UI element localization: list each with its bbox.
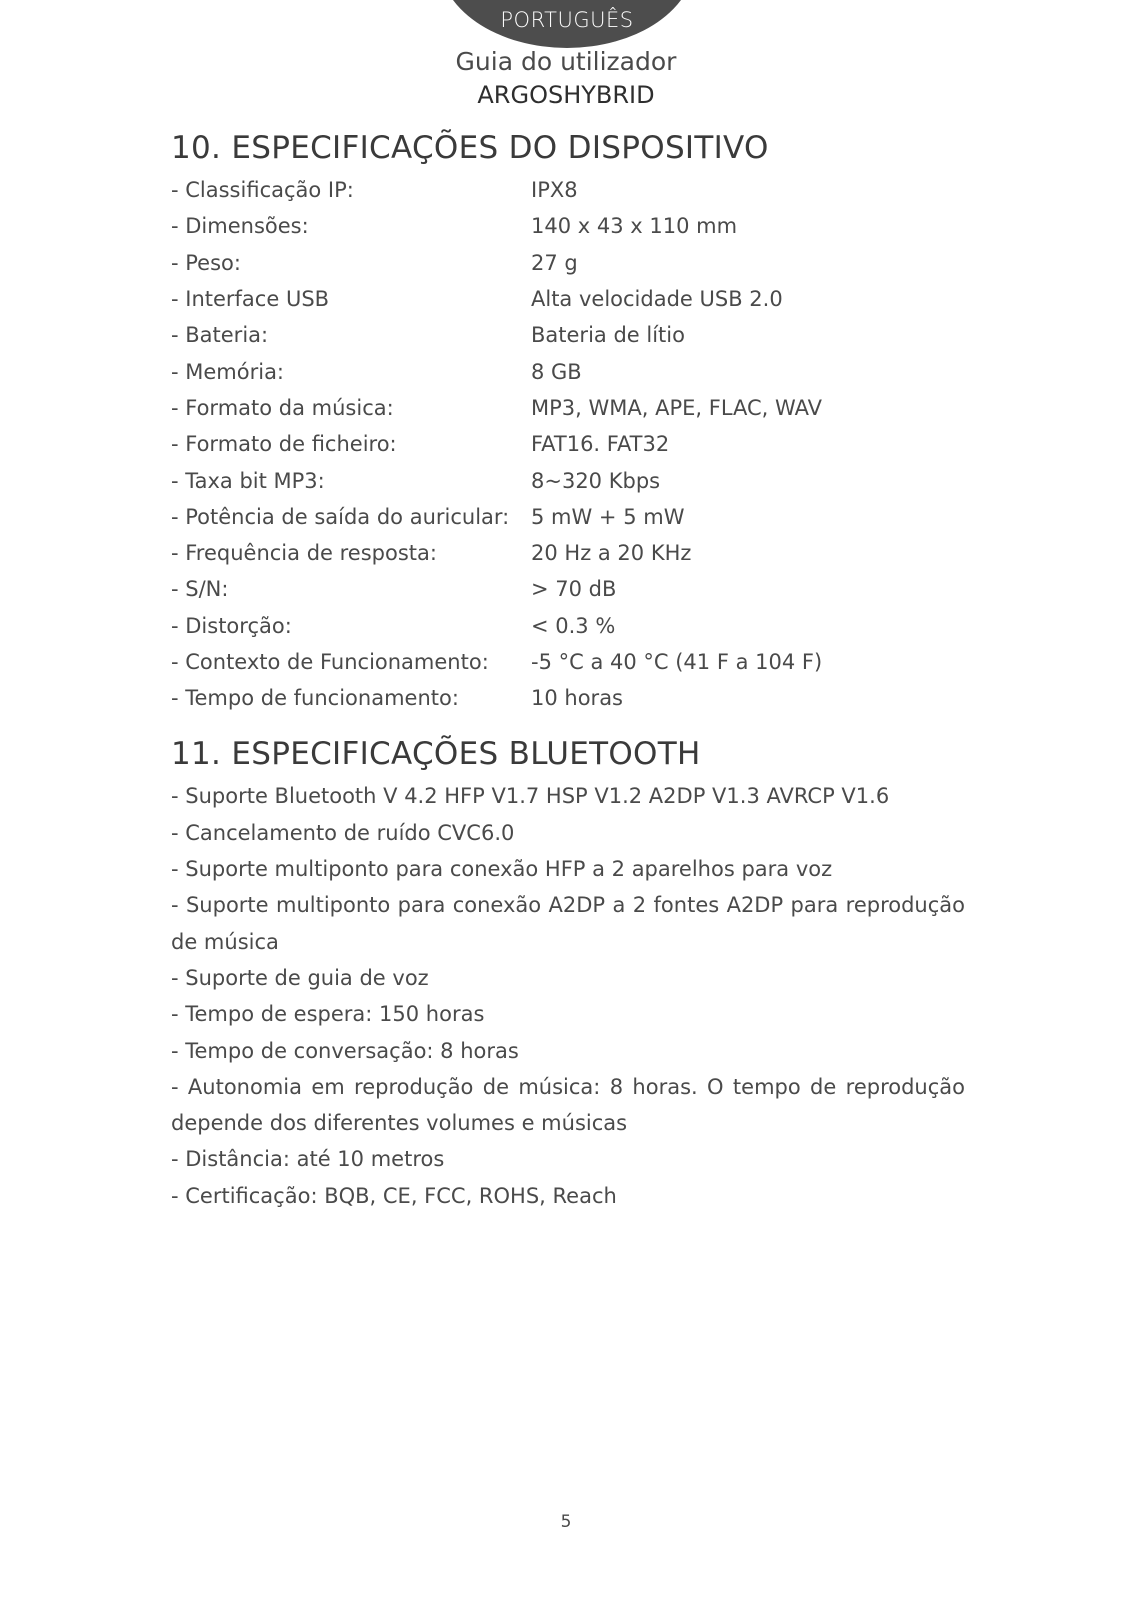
spec-label: - Formato de ficheiro: [171, 432, 397, 457]
list-item: - Distância: até 10 metros [171, 1147, 445, 1172]
spec-row [171, 390, 965, 426]
page-number: 5 [560, 1512, 572, 1532]
spec-value: < 0.3 % [531, 613, 616, 638]
spec-value: 8~320 Kbps [531, 468, 661, 493]
list-item: - Suporte multiponto para conexão A2DP a 2 fontes A2DP para reprodução de música [171, 893, 965, 954]
spec-value: IPX8 [531, 178, 578, 203]
page-content [171, 128, 965, 1214]
spec-label: - Taxa bit MP3: [171, 468, 325, 493]
spec-row [171, 317, 965, 353]
spec-value: 5 mW + 5 mW [531, 504, 685, 529]
list-item: - Suporte multiponto para conexão HFP a 2 aparelhos para voz [171, 857, 833, 882]
spec-row [171, 499, 965, 535]
spec-row [171, 245, 965, 281]
spec-label: - Frequência de resposta: [171, 541, 437, 566]
spec-value: FAT16. FAT32 [531, 432, 670, 457]
spec-value: MP3, WMA, APE, FLAC, WAV [531, 395, 823, 420]
spec-row [171, 644, 965, 680]
spec-value: -5 °C a 40 °C (41 F a 104 F) [531, 650, 823, 674]
device-specs-table [171, 172, 965, 716]
list-item: - Suporte Bluetooth V 4.2 HFP V1.7 HSP V1.2 A2DP V1.3 AVRCP V1.6 [171, 784, 890, 809]
spec-value: Alta velocidade USB 2.0 [531, 287, 783, 312]
spec-row [171, 353, 965, 389]
spec-value: 140 x 43 x 110 mm [531, 214, 738, 239]
list-item: - Tempo de espera: 150 horas [171, 1002, 485, 1027]
spec-row [171, 281, 965, 317]
spec-label: - S/N: [171, 577, 229, 602]
spec-row [171, 571, 965, 607]
spec-value: 8 GB [531, 359, 582, 384]
spec-row [171, 208, 965, 244]
spec-row [171, 426, 965, 462]
spec-label: - Formato da música: [171, 395, 394, 420]
list-item: - Autonomia em reprodução de música: 8 horas. O tempo de reprodução depende dos diferentes volumes e músicas [171, 1074, 965, 1136]
bluetooth-specs-heading: 11. ESPECIFICAÇÕES BLUETOOTH [171, 736, 701, 773]
spec-value: 20 Hz a 20 KHz [531, 541, 692, 566]
list-item: - Certificação: BQB, CE, FCC, ROHS, Reach [171, 1183, 617, 1208]
list-item: - Cancelamento de ruído CVC6.0 [171, 820, 515, 845]
device-specs-heading: 10. ESPECIFICAÇÕES DO DISPOSITIVO [171, 130, 769, 166]
spec-label: - Tempo de funcionamento: [171, 686, 459, 711]
spec-label: - Distorção: [171, 613, 292, 638]
spec-value: > 70 dB [531, 577, 617, 602]
spec-label: - Potência de saída do auricular: [171, 504, 510, 529]
spec-label: - Memória: [171, 359, 285, 384]
spec-row [171, 535, 965, 571]
spec-label: - Classificação IP: [171, 178, 354, 203]
spec-row [171, 680, 965, 716]
guide-title: Guia do utilizador [455, 47, 677, 76]
spec-row [171, 608, 965, 644]
list-item: - Suporte de guia de voz [171, 965, 429, 990]
product-name: ARGOSHYBRID [477, 81, 655, 109]
spec-row [171, 462, 965, 498]
language-tab [439, 0, 695, 48]
list-item: - Tempo de conversação: 8 horas [171, 1038, 519, 1063]
spec-value: Bateria de lítio [531, 323, 685, 348]
spec-label: - Interface USB [171, 287, 330, 312]
bluetooth-specs-list [171, 778, 965, 1214]
spec-label: - Dimensões: [171, 214, 309, 239]
spec-label: - Peso: [171, 250, 241, 275]
spec-value: 10 horas [531, 686, 623, 711]
spec-row [171, 172, 965, 208]
spec-label: - Contexto de Funcionamento: [171, 650, 489, 674]
language-label: PORTUGUÊS [500, 8, 634, 32]
spec-label: - Bateria: [171, 323, 269, 348]
spec-value: 27 g [531, 250, 578, 275]
